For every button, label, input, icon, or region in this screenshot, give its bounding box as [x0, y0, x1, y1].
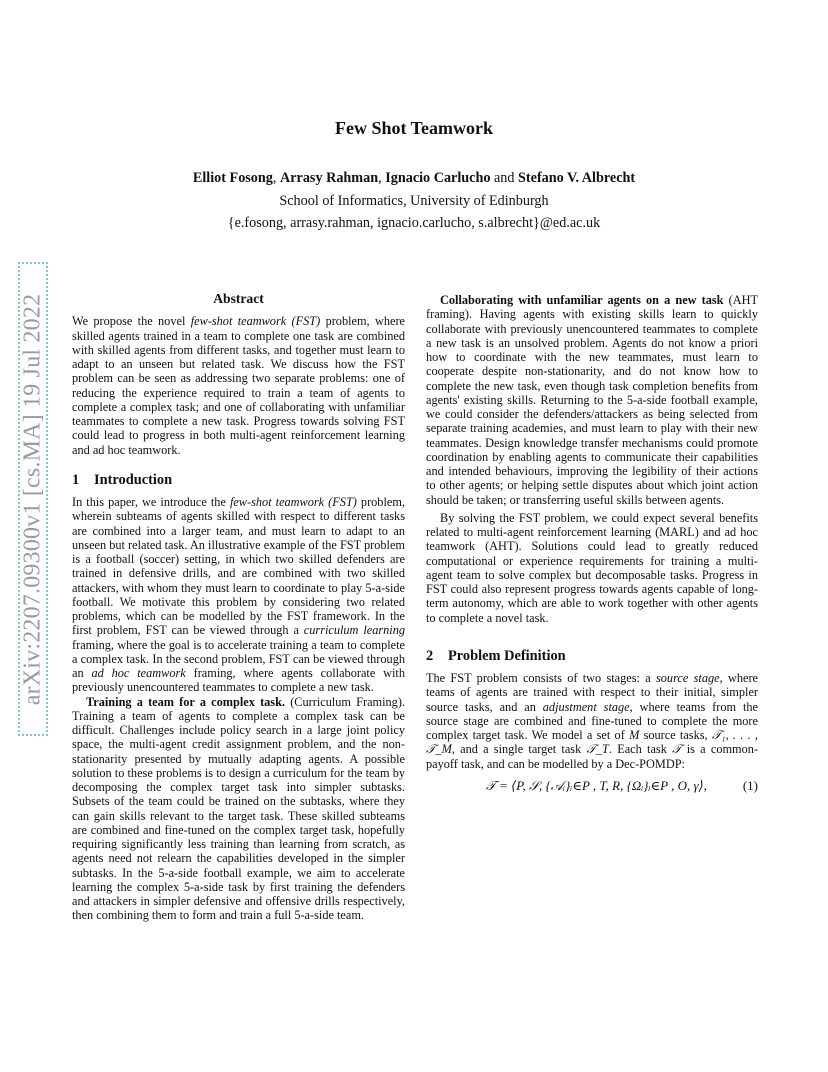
author-emails: {e.fosong, arrasy.rahman, ignacio.carlucho, s.albrecht}@ed.ac.uk: [227, 215, 601, 231]
right-column: [426, 293, 758, 793]
author-separator: ,: [272, 170, 277, 186]
author-name: Elliot Fosong: [192, 170, 273, 186]
equation-1: [426, 779, 758, 793]
section-heading-problem-definition: 2 Problem Definition: [426, 647, 566, 664]
intro-paragraph-1: In this paper, we introduce the few-shot teamwork (FST) problem, wherein subteams of agents skilled with respect to different tasks are combined into a larger team, and must learn to adapt to an unseen but related task. An illustrative example of the FST problem is a football (soccer) setting, in which two skilled defenders are trained in defensive drills, and are combined with two skilled attackers, with whom they must learn to coordinate to play 5-a-side football. We motivate this problem by considering two related problems, which can be modelled by the FST framework. In the first problem, FST can be viewed through a curriculum learning framing, where the goal is to accelerate training a team to complete a complex task. In the second problem, FST can be viewed through an ad hoc teamwork framing, where agents collaborate with previously unencountered teammates to complete a new task.: [72, 495, 405, 695]
section-heading-introduction: 1 Introduction: [72, 471, 173, 488]
author-name: Ignacio Carlucho: [385, 170, 491, 186]
affiliation: School of Informatics, University of Edinburgh: [279, 193, 549, 209]
equation-number: (1): [742, 777, 758, 793]
arxiv-side-stamp: [18, 262, 48, 736]
author-name: Arrasy Rahman: [279, 170, 379, 186]
abstract-heading: Abstract: [213, 291, 264, 306]
problem-paragraph-1: The FST problem consists of two stages: a source stage, where teams of agents are trained with respect to their initial, simpler source tasks, and an adjustment stage, where teams from the source stage are combined and fine-tuned to complete the more complex target task. We model a set of M source tasks, 𝒯₁, . . . , 𝒯_M, and a single target task 𝒯_T. Each task 𝒯 is a common-payoff task, and can be modelled by a Dec-POMDP:: [426, 671, 759, 771]
left-column: [72, 292, 405, 923]
arxiv-id: arXiv:2207.09300v1 [cs.MA] 19 Jul 2022: [19, 293, 46, 705]
author-name: Stefano V. Albrecht: [518, 170, 636, 186]
author-separator: ,: [378, 170, 382, 186]
paper-title: Few Shot Teamwork: [334, 118, 493, 138]
author-list: [0, 170, 828, 187]
intro-paragraph-3: Collaborating with unfamiliar agents on a new task (AHT framing). Having agents with existing skills learn to quickly collaborate with previously unencountered teammates to complete a new task is an unsolved problem. Agents do not know a priori how to coordinate with the new teammates, must learn to cooperate despite non-stationarity, and do not know how to complete the new task, even though task completion benefits from agents' existing skills. Returning to the 5-a-side football example, we could consider the defenders/attackers as being selected from separate training academies, and must learn to play with their new teammates. Design knowledge transfer mechanisms could promote coordination by enabling agents to communicate their capabilities and intended behaviours, improving the legibility of their actions to other agents; or helping settle disputes about which joint action should be taken; or transferring useful skills between agents.: [426, 293, 758, 507]
abstract-text: We propose the novel few-shot teamwork (FST) problem, where skilled agents trained in a team to complete one task are combined with skilled agents from different tasks, and together must learn to adapt to an unseen but related task. We discuss how the FST problem can be seen as addressing two separate problems: one of reducing the experience required to train a team of agents to complete a complex task; and one of collaborating with unfamiliar teammates to complete a new task. Progress towards solving FST could lead to progress in both multi-agent reinforcement learning and ad hoc teamwork.: [72, 314, 405, 457]
intro-paragraph-2: Training a team for a complex task. (Curriculum Framing). Training a team of agents to complete a complex task can be difficult. Challenges include policy search in a large joint policy space, the multi-agent credit assignment problem, and the non-stationarity presented by mutually adapting agents. A possible solution to these problems is to design a curriculum for the team by decomposing the complex target task into simpler subtasks. Subsets of the team could be trained on the subtasks, where they can gain skills relevant to the target task. These skilled subteams are combined and fine-tuned on the complex target task, hopefully requiring significantly less training than learning from scratch, as agents need not relearn the capabilities developed in the simpler subtasks. In the 5-a-side football example, we aim to accelerate learning the complex 5-a-side task by first training the defenders and attackers in simpler defensive and offensive drills respectively, then combining them to form and train a full 5-a-side team.: [72, 694, 406, 923]
intro-paragraph-4: By solving the FST problem, we could expect several benefits related to multi-agent reinforcement learning (MARL) and ad hoc teamwork (AHT). Solutions could lead to greatly reduced computational or experience requirements for training a multi-agent team to solve complex but decomposable tasks. Progress in FST could also represent progress towards agents capable of long-term autonomy, which are able to work together with other agents to complete a novel task.: [426, 510, 758, 625]
equation-body: 𝒯 = ⟨P, 𝒮, {𝒜ᵢ}ᵢ∈P , T, R, {Ωᵢ}ᵢ∈P , O, γ⟩,: [485, 777, 707, 793]
author-separator: and: [494, 170, 515, 186]
